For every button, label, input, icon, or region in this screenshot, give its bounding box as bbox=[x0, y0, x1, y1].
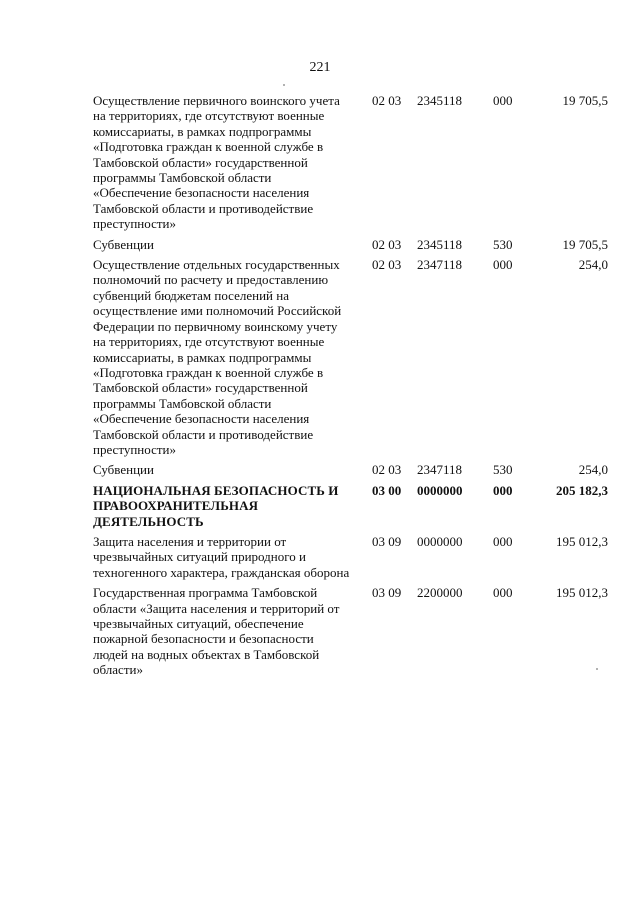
table-row bbox=[93, 462, 608, 477]
row-expense-type: 000 bbox=[493, 93, 513, 108]
row-target-code: 2345118 bbox=[417, 93, 463, 108]
row-name: Субвенции bbox=[93, 462, 154, 478]
table-row bbox=[93, 585, 608, 677]
row-amount: 254,0 bbox=[578, 257, 608, 273]
row-amount: 195 012,3 bbox=[556, 533, 608, 549]
row-amount: 205 182,3 bbox=[556, 482, 608, 498]
row-section-code: 03 00 bbox=[372, 482, 402, 498]
row-name: Осуществление отдельных государственных полномочий по расчету и предоставлению субвенций бюджетам поселений на осуществление ими полномочий Российской Федерации по первичному воинскому учету на территориях, где отсутствуют военные комиссариаты, в рамках подпрограммы «Подготовка граждан к военной службе в Тамбовской области» государственной программы Тамбовской области «Обеспечение безопасности населения Тамбовской области и противодействие преступности» bbox=[93, 257, 342, 457]
row-amount: 19 705,5 bbox=[562, 93, 608, 108]
table-row bbox=[93, 237, 608, 252]
row-target-code: 2347118 bbox=[417, 462, 463, 478]
row-amount: 254,0 bbox=[578, 462, 608, 478]
row-expense-type: 000 bbox=[493, 585, 513, 601]
row-name: Осуществление первичного воинского учета на территориях, где отсутствуют военные комиссариаты, в рамках подпрограммы «Подготовка граждан к военной службе в Тамбовской области» государственной программы Тамбовской области «Обеспечение безопасности населения Тамбовской области и противодействие преступности» bbox=[93, 93, 340, 232]
row-name: Государственная программа Тамбовской области «Защита населения и территорий от чрезвычайных ситуаций, обеспечение пожарной безопасности и безопасности людей на водных объектах в Тамбовской области» bbox=[93, 585, 340, 678]
row-expense-type: 530 bbox=[493, 236, 513, 252]
row-section-code: 02 03 bbox=[372, 257, 402, 273]
table-row bbox=[93, 257, 608, 457]
table-row bbox=[93, 534, 608, 580]
budget-table bbox=[93, 93, 608, 683]
row-section-code: 02 03 bbox=[372, 93, 402, 108]
row-target-code: 2345118 bbox=[417, 236, 463, 252]
row-expense-type: 530 bbox=[493, 462, 513, 478]
row-expense-type: 000 bbox=[493, 257, 513, 273]
row-expense-type: 000 bbox=[493, 533, 513, 549]
row-name: Защита населения и территории от чрезвычайных ситуаций природного и техногенного характера, гражданская оборона bbox=[93, 533, 350, 580]
row-section-code: 02 03 bbox=[372, 236, 402, 252]
row-amount: 195 012,3 bbox=[556, 585, 608, 601]
row-name: Субвенции bbox=[93, 236, 154, 252]
row-section-code: 02 03 bbox=[372, 462, 402, 478]
table-row bbox=[93, 93, 608, 232]
row-amount: 19 705,5 bbox=[562, 236, 608, 252]
row-target-code: 2347118 bbox=[417, 257, 463, 273]
table-row-section-heading bbox=[93, 483, 608, 529]
row-expense-type: 000 bbox=[493, 482, 513, 498]
row-target-code: 0000000 bbox=[417, 482, 463, 498]
scan-speck bbox=[283, 84, 285, 86]
row-section-code: 03 09 bbox=[372, 533, 402, 549]
row-section-code: 03 09 bbox=[372, 585, 402, 601]
page-number: 221 bbox=[309, 60, 331, 75]
row-target-code: 0000000 bbox=[417, 533, 463, 549]
row-target-code: 2200000 bbox=[417, 585, 463, 601]
row-name: НАЦИОНАЛЬНАЯ БЕЗОПАСНОСТЬ И ПРАВООХРАНИТЕЛЬНАЯ ДЕЯТЕЛЬНОСТЬ bbox=[93, 482, 339, 529]
